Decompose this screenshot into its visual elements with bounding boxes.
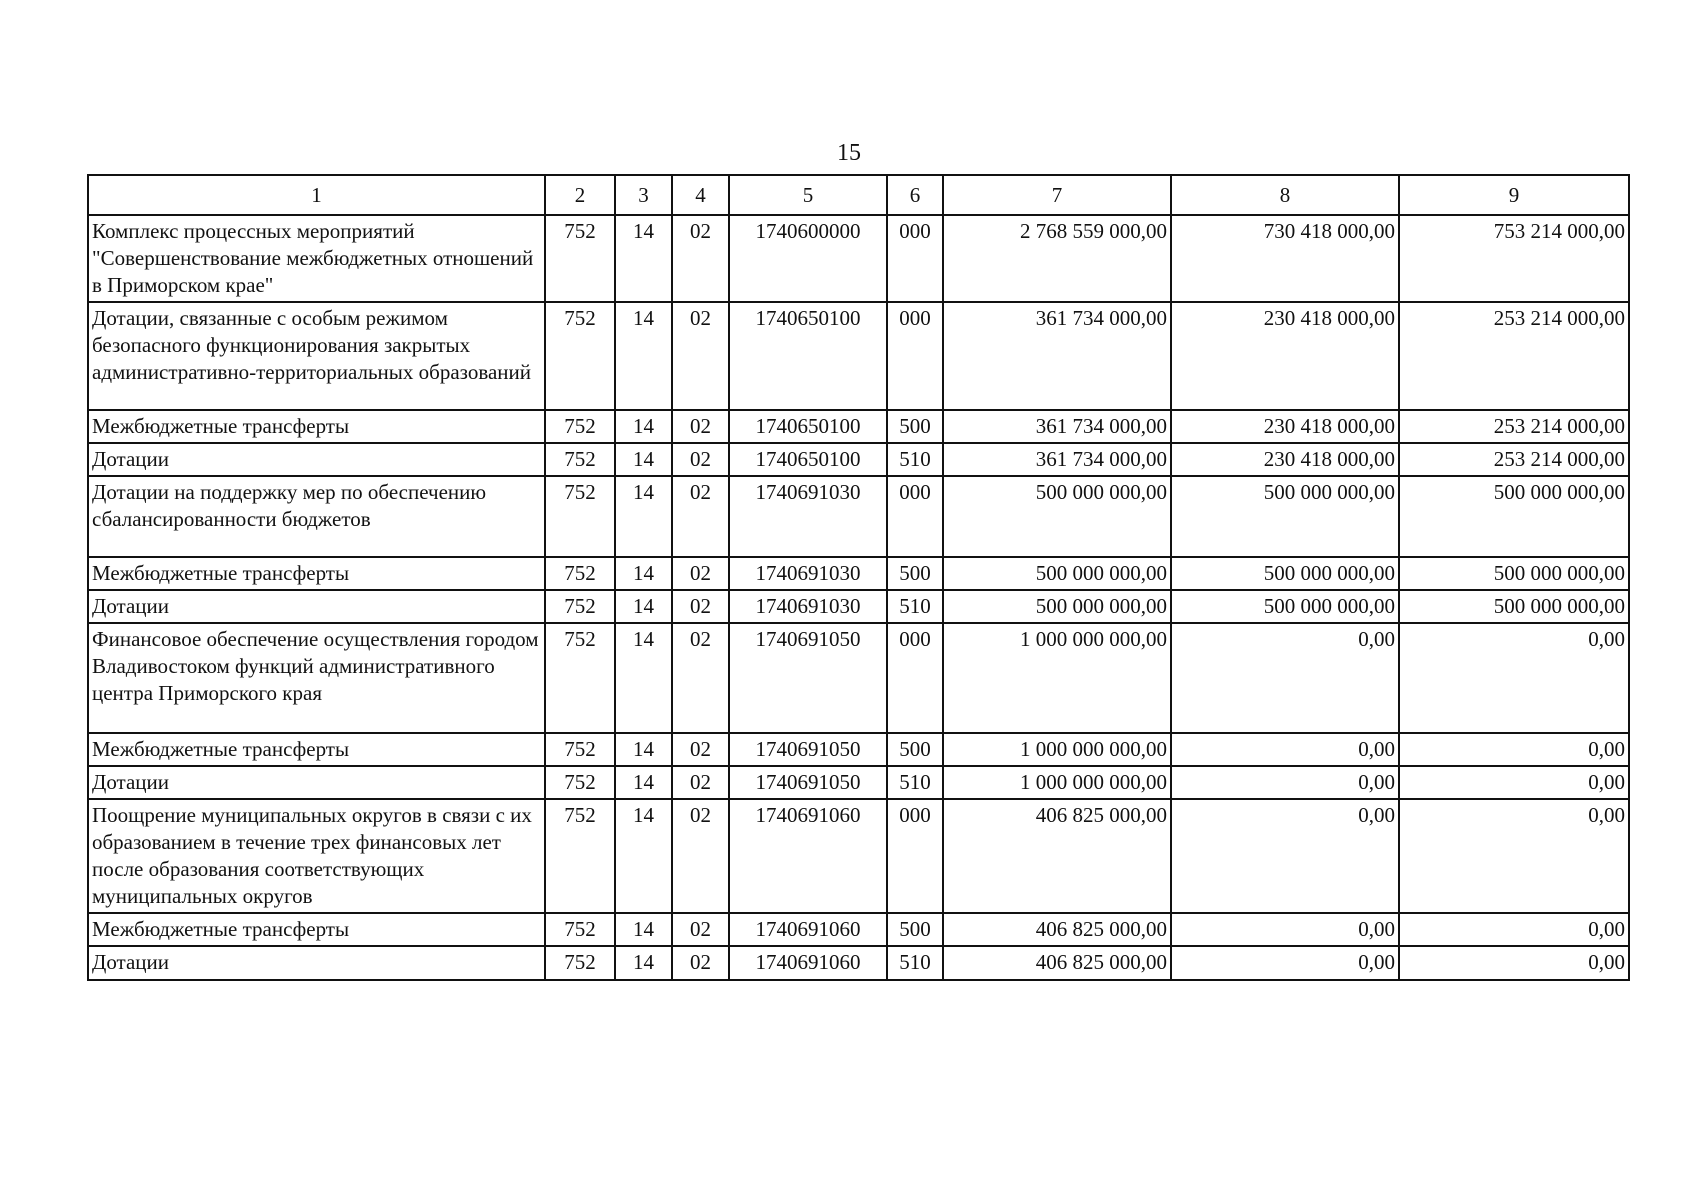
section-cell: 14 — [615, 799, 672, 913]
amount-col9-cell: 500 000 000,00 — [1399, 557, 1629, 590]
subsection-cell: 02 — [672, 799, 729, 913]
amount-col8-cell: 230 418 000,00 — [1171, 410, 1399, 443]
expense-type-cell: 500 — [887, 557, 943, 590]
subsection-cell: 02 — [672, 766, 729, 799]
target-article-cell: 1740650100 — [729, 443, 887, 476]
amount-col7-cell: 1 000 000 000,00 — [943, 733, 1171, 766]
amount-col9-cell: 500 000 000,00 — [1399, 590, 1629, 623]
row-name-cell: Дотации — [88, 946, 545, 980]
gov-code-cell: 752 — [545, 443, 615, 476]
amount-col9-cell: 0,00 — [1399, 946, 1629, 980]
header-cell: 7 — [943, 175, 1171, 215]
gov-code-cell: 752 — [545, 946, 615, 980]
subsection-cell: 02 — [672, 443, 729, 476]
table-row — [88, 215, 1629, 302]
expense-type-cell: 000 — [887, 302, 943, 410]
header-cell: 4 — [672, 175, 729, 215]
table-row — [88, 410, 1629, 443]
amount-col8-cell: 500 000 000,00 — [1171, 476, 1399, 557]
amount-col7-cell: 406 825 000,00 — [943, 946, 1171, 980]
header-cell: 3 — [615, 175, 672, 215]
gov-code-cell: 752 — [545, 733, 615, 766]
target-article-cell: 1740600000 — [729, 215, 887, 302]
gov-code-cell: 752 — [545, 623, 615, 733]
target-article-cell: 1740691030 — [729, 476, 887, 557]
amount-col8-cell: 230 418 000,00 — [1171, 302, 1399, 410]
section-cell: 14 — [615, 590, 672, 623]
table-row — [88, 476, 1629, 557]
row-name-cell: Дотации на поддержку мер по обеспечению сбалансированности бюджетов — [88, 476, 545, 557]
subsection-cell: 02 — [672, 913, 729, 946]
section-cell: 14 — [615, 302, 672, 410]
row-name-cell: Межбюджетные трансферты — [88, 410, 545, 443]
amount-col9-cell: 753 214 000,00 — [1399, 215, 1629, 302]
expense-type-cell: 000 — [887, 215, 943, 302]
amount-col7-cell: 361 734 000,00 — [943, 410, 1171, 443]
amount-col7-cell: 406 825 000,00 — [943, 913, 1171, 946]
amount-col9-cell: 0,00 — [1399, 799, 1629, 913]
row-name-cell: Дотации — [88, 443, 545, 476]
amount-col9-cell: 0,00 — [1399, 623, 1629, 733]
row-name-cell: Межбюджетные трансферты — [88, 913, 545, 946]
subsection-cell: 02 — [672, 590, 729, 623]
amount-col7-cell: 500 000 000,00 — [943, 557, 1171, 590]
table-row — [88, 557, 1629, 590]
section-cell: 14 — [615, 946, 672, 980]
budget-table — [87, 174, 1630, 981]
header-cell: 6 — [887, 175, 943, 215]
gov-code-cell: 752 — [545, 410, 615, 443]
section-cell: 14 — [615, 557, 672, 590]
expense-type-cell: 510 — [887, 443, 943, 476]
row-name-cell: Поощрение муниципальных округов в связи с их образованием в течение трех финансовых лет после образования соответствующих муниципальных округов — [88, 799, 545, 913]
row-name-cell: Дотации — [88, 590, 545, 623]
amount-col8-cell: 0,00 — [1171, 799, 1399, 913]
amount-col7-cell: 500 000 000,00 — [943, 476, 1171, 557]
expense-type-cell: 510 — [887, 946, 943, 980]
table-row — [88, 766, 1629, 799]
target-article-cell: 1740691060 — [729, 946, 887, 980]
amount-col9-cell: 253 214 000,00 — [1399, 410, 1629, 443]
expense-type-cell: 500 — [887, 913, 943, 946]
header-cell: 5 — [729, 175, 887, 215]
amount-col9-cell: 253 214 000,00 — [1399, 302, 1629, 410]
amount-col9-cell: 253 214 000,00 — [1399, 443, 1629, 476]
row-name-cell: Комплекс процессных мероприятий "Совершенствование межбюджетных отношений в Приморском крае" — [88, 215, 545, 302]
target-article-cell: 1740691030 — [729, 590, 887, 623]
table-row — [88, 623, 1629, 733]
target-article-cell: 1740650100 — [729, 302, 887, 410]
table-row — [88, 590, 1629, 623]
row-name-cell: Межбюджетные трансферты — [88, 557, 545, 590]
target-article-cell: 1740650100 — [729, 410, 887, 443]
table-row — [88, 946, 1629, 980]
row-name-cell: Дотации — [88, 766, 545, 799]
subsection-cell: 02 — [672, 557, 729, 590]
subsection-cell: 02 — [672, 946, 729, 980]
amount-col7-cell: 361 734 000,00 — [943, 443, 1171, 476]
gov-code-cell: 752 — [545, 799, 615, 913]
gov-code-cell: 752 — [545, 215, 615, 302]
row-name-cell: Финансовое обеспечение осуществления городом Владивостоком функций административного центра Приморского края — [88, 623, 545, 733]
section-cell: 14 — [615, 623, 672, 733]
header-cell: 2 — [545, 175, 615, 215]
page-number: 15 — [837, 140, 861, 166]
expense-type-cell: 510 — [887, 590, 943, 623]
amount-col9-cell: 500 000 000,00 — [1399, 476, 1629, 557]
amount-col9-cell: 0,00 — [1399, 733, 1629, 766]
gov-code-cell: 752 — [545, 302, 615, 410]
amount-col8-cell: 500 000 000,00 — [1171, 557, 1399, 590]
target-article-cell: 1740691030 — [729, 557, 887, 590]
amount-col8-cell: 0,00 — [1171, 623, 1399, 733]
section-cell: 14 — [615, 476, 672, 557]
amount-col7-cell: 2 768 559 000,00 — [943, 215, 1171, 302]
amount-col8-cell: 0,00 — [1171, 733, 1399, 766]
amount-col8-cell: 730 418 000,00 — [1171, 215, 1399, 302]
amount-col7-cell: 1 000 000 000,00 — [943, 623, 1171, 733]
subsection-cell: 02 — [672, 215, 729, 302]
amount-col8-cell: 0,00 — [1171, 946, 1399, 980]
table-row — [88, 302, 1629, 410]
table-row — [88, 799, 1629, 913]
subsection-cell: 02 — [672, 410, 729, 443]
subsection-cell: 02 — [672, 623, 729, 733]
subsection-cell: 02 — [672, 476, 729, 557]
target-article-cell: 1740691050 — [729, 623, 887, 733]
target-article-cell: 1740691060 — [729, 913, 887, 946]
section-cell: 14 — [615, 410, 672, 443]
amount-col7-cell: 500 000 000,00 — [943, 590, 1171, 623]
section-cell: 14 — [615, 766, 672, 799]
expense-type-cell: 000 — [887, 623, 943, 733]
amount-col8-cell: 0,00 — [1171, 913, 1399, 946]
section-cell: 14 — [615, 913, 672, 946]
amount-col8-cell: 230 418 000,00 — [1171, 443, 1399, 476]
amount-col8-cell: 500 000 000,00 — [1171, 590, 1399, 623]
expense-type-cell: 510 — [887, 766, 943, 799]
gov-code-cell: 752 — [545, 590, 615, 623]
expense-type-cell: 000 — [887, 799, 943, 913]
gov-code-cell: 752 — [545, 476, 615, 557]
subsection-cell: 02 — [672, 302, 729, 410]
gov-code-cell: 752 — [545, 766, 615, 799]
target-article-cell: 1740691050 — [729, 766, 887, 799]
table-row — [88, 913, 1629, 946]
expense-type-cell: 000 — [887, 476, 943, 557]
amount-col7-cell: 361 734 000,00 — [943, 302, 1171, 410]
section-cell: 14 — [615, 443, 672, 476]
amount-col7-cell: 1 000 000 000,00 — [943, 766, 1171, 799]
table-body — [88, 215, 1629, 980]
table-row — [88, 443, 1629, 476]
amount-col7-cell: 406 825 000,00 — [943, 799, 1171, 913]
gov-code-cell: 752 — [545, 913, 615, 946]
amount-col8-cell: 0,00 — [1171, 766, 1399, 799]
amount-col9-cell: 0,00 — [1399, 913, 1629, 946]
row-name-cell: Дотации, связанные с особым режимом безопасного функционирования закрытых административно-территориальных образований — [88, 302, 545, 410]
header-cell: 1 — [88, 175, 545, 215]
expense-type-cell: 500 — [887, 733, 943, 766]
subsection-cell: 02 — [672, 733, 729, 766]
target-article-cell: 1740691050 — [729, 733, 887, 766]
header-cell: 9 — [1399, 175, 1629, 215]
row-name-cell: Межбюджетные трансферты — [88, 733, 545, 766]
expense-type-cell: 500 — [887, 410, 943, 443]
header-row — [88, 175, 1629, 215]
target-article-cell: 1740691060 — [729, 799, 887, 913]
amount-col9-cell: 0,00 — [1399, 766, 1629, 799]
gov-code-cell: 752 — [545, 557, 615, 590]
table-row — [88, 733, 1629, 766]
section-cell: 14 — [615, 215, 672, 302]
header-cell: 8 — [1171, 175, 1399, 215]
section-cell: 14 — [615, 733, 672, 766]
